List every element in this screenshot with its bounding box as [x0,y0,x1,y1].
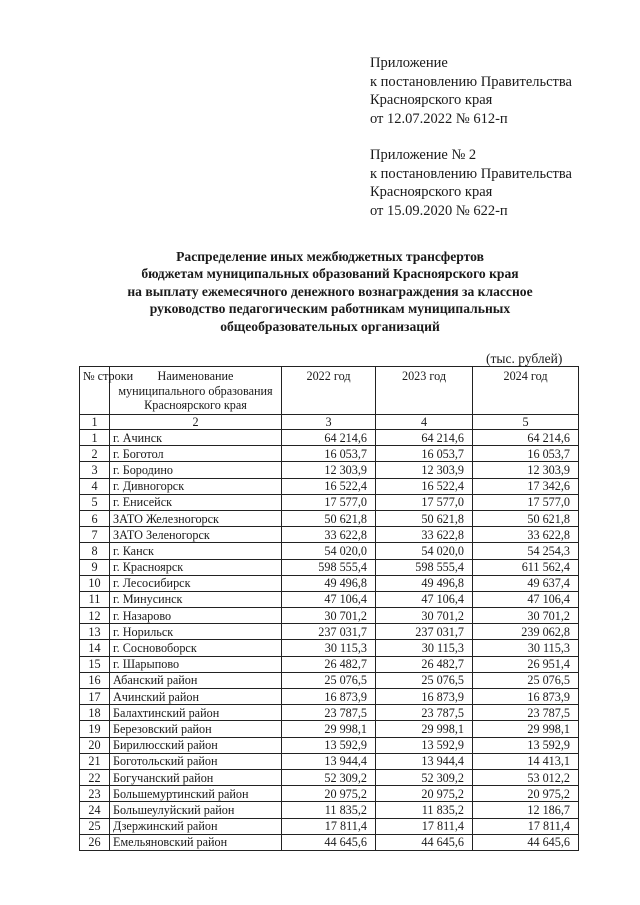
value-2022-cell: 16 522,4 [282,478,376,494]
value-2022-cell: 49 496,8 [282,575,376,591]
table-row [80,608,579,624]
value-2023-cell: 17 577,0 [376,494,473,510]
value-2023-cell: 16 522,4 [376,478,473,494]
value-2023-cell: 23 787,5 [376,705,473,721]
municipality-cell: Абанский район [110,672,282,688]
municipality-cell: г. Минусинск [110,591,282,607]
value-2023-cell: 30 115,3 [376,640,473,656]
table-row [80,802,579,818]
table-row [80,753,579,769]
header-2024: 2024 год [473,367,579,415]
value-2023-cell: 47 106,4 [376,591,473,607]
appendix-2-line: Приложение № 2 [370,147,477,163]
municipality-cell: г. Норильск [110,624,282,640]
municipality-cell: ЗАТО Зеленогорск [110,527,282,543]
value-2023-cell: 54 020,0 [376,543,473,559]
value-2023-cell: 30 701,2 [376,608,473,624]
title-line: Распределение иных межбюджетных трансфертов [176,249,484,264]
municipality-cell: ЗАТО Железногорск [110,510,282,526]
column-number: 3 [282,415,376,430]
value-2022-cell: 44 645,6 [282,834,376,850]
value-2022-cell: 64 214,6 [282,430,376,446]
appendix-2-line: к постановлению Правительства [370,165,572,182]
row-number-cell: 24 [80,802,110,818]
row-number-cell: 11 [80,591,110,607]
value-2024-cell: 44 645,6 [473,834,579,850]
value-2024-cell: 16 873,9 [473,689,579,705]
row-number-cell: 7 [80,527,110,543]
municipality-cell: г. Бородино [110,462,282,478]
municipality-cell: Дзержинский район [110,818,282,834]
row-number-cell: 25 [80,818,110,834]
table-row [80,672,579,688]
appendix-1-line: Приложение [370,55,448,71]
value-2024-cell: 17 577,0 [473,494,579,510]
appendix-1-line: Красноярского края [370,92,493,108]
row-number-cell: 5 [80,494,110,510]
value-2022-cell: 20 975,2 [282,786,376,802]
value-2024-cell: 20 975,2 [473,786,579,802]
table-row [80,478,579,494]
table-row [80,543,579,559]
row-number-cell: 1 [80,430,110,446]
value-2024-cell: 14 413,1 [473,753,579,769]
units-label: (тыс. рублей) [486,351,563,366]
municipality-cell: Бирилюсский район [110,737,282,753]
value-2022-cell: 47 106,4 [282,591,376,607]
value-2024-cell: 30 115,3 [473,640,579,656]
row-number-cell: 9 [80,559,110,575]
table-row [80,462,579,478]
value-2023-cell: 52 309,2 [376,769,473,785]
row-number-cell: 15 [80,656,110,672]
title-line: на выплату ежемесячного денежного вознаграждения за классное [127,283,533,299]
header-2022: 2022 год [282,367,376,415]
municipality-cell: г. Канск [110,543,282,559]
table-row [80,705,579,721]
value-2024-cell: 53 012,2 [473,769,579,785]
municipality-cell: г. Енисейск [110,494,282,510]
municipality-cell: г. Красноярск [110,559,282,575]
municipality-cell: г. Сосновоборск [110,640,282,656]
municipality-cell: г. Боготол [110,446,282,462]
value-2024-cell: 25 076,5 [473,672,579,688]
municipality-cell: Ачинский район [110,689,282,705]
table-row [80,737,579,753]
value-2023-cell: 17 811,4 [376,818,473,834]
value-2024-cell: 54 254,3 [473,543,579,559]
table-row [80,430,579,446]
table-row [80,689,579,705]
header-2023: 2023 год [376,367,473,415]
value-2022-cell: 29 998,1 [282,721,376,737]
value-2023-cell: 50 621,8 [376,510,473,526]
table-row [80,624,579,640]
appendix-1-block [370,54,620,128]
table-row [80,510,579,526]
value-2024-cell: 26 951,4 [473,656,579,672]
value-2023-cell: 12 303,9 [376,462,473,478]
value-2023-cell: 20 975,2 [376,786,473,802]
table-row [80,656,579,672]
value-2024-cell: 12 303,9 [473,462,579,478]
value-2022-cell: 12 303,9 [282,462,376,478]
value-2023-cell: 13 592,9 [376,737,473,753]
value-2024-cell: 23 787,5 [473,705,579,721]
table-row [80,721,579,737]
value-2024-cell: 30 701,2 [473,608,579,624]
appendix-2-block [370,146,620,220]
value-2024-cell: 47 106,4 [473,591,579,607]
value-2023-cell: 64 214,6 [376,430,473,446]
value-2022-cell: 33 622,8 [282,527,376,543]
municipality-cell: Большемуртинский район [110,786,282,802]
column-numbers-row [80,415,579,430]
row-number-cell: 6 [80,510,110,526]
row-number-cell: 10 [80,575,110,591]
value-2024-cell: 13 592,9 [473,737,579,753]
row-number-cell: 26 [80,834,110,850]
title-line: общеобразовательных организаций [220,318,440,334]
value-2022-cell: 598 555,4 [282,559,376,575]
column-number: 4 [376,415,473,430]
value-2022-cell: 30 701,2 [282,608,376,624]
column-number: 2 [110,415,282,430]
title-line: бюджетам муниципальных образований Красноярского края [141,266,519,282]
appendix-1-line: от 12.07.2022 № 612-п [370,110,508,127]
value-2022-cell: 237 031,7 [282,624,376,640]
municipality-cell: Большеулуйский район [110,802,282,818]
table-row [80,640,579,656]
table-row [80,834,579,850]
value-2023-cell: 13 944,4 [376,753,473,769]
distribution-table [79,366,579,851]
value-2023-cell: 33 622,8 [376,527,473,543]
value-2023-cell: 44 645,6 [376,834,473,850]
table-row [80,786,579,802]
value-2022-cell: 13 592,9 [282,737,376,753]
municipality-cell: Балахтинский район [110,705,282,721]
table-row [80,575,579,591]
value-2022-cell: 16 873,9 [282,689,376,705]
row-number-cell: 8 [80,543,110,559]
value-2023-cell: 16 873,9 [376,689,473,705]
municipality-cell: г. Назарово [110,608,282,624]
value-2023-cell: 49 496,8 [376,575,473,591]
row-number-cell: 21 [80,753,110,769]
title-line: руководство педагогическим работникам муниципальных [149,301,511,317]
column-number: 1 [80,415,110,430]
table-row [80,494,579,510]
document-title [70,248,590,335]
table-row [80,591,579,607]
value-2023-cell: 598 555,4 [376,559,473,575]
row-number-cell: 14 [80,640,110,656]
value-2022-cell: 16 053,7 [282,446,376,462]
appendix-2-line: от 15.09.2020 № 622-п [370,202,508,219]
value-2022-cell: 17 811,4 [282,818,376,834]
row-number-cell: 19 [80,721,110,737]
value-2024-cell: 33 622,8 [473,527,579,543]
table-row [80,818,579,834]
municipality-cell: г. Лесосибирск [110,575,282,591]
municipality-cell: г. Дивногорск [110,478,282,494]
municipality-cell: Емельяновский район [110,834,282,850]
appendix-1-line: к постановлению Правительства [370,73,572,90]
value-2023-cell: 26 482,7 [376,656,473,672]
row-number-cell: 18 [80,705,110,721]
table-header-row [80,367,579,415]
value-2024-cell: 29 998,1 [473,721,579,737]
value-2024-cell: 16 053,7 [473,446,579,462]
row-number-cell: 22 [80,769,110,785]
value-2022-cell: 11 835,2 [282,802,376,818]
value-2022-cell: 52 309,2 [282,769,376,785]
table-row [80,527,579,543]
value-2023-cell: 16 053,7 [376,446,473,462]
row-number-cell: 17 [80,689,110,705]
value-2022-cell: 54 020,0 [282,543,376,559]
appendix-2-line: Красноярского края [370,184,493,200]
table-row [80,446,579,462]
value-2024-cell: 49 637,4 [473,575,579,591]
value-2024-cell: 12 186,7 [473,802,579,818]
row-number-cell: 2 [80,446,110,462]
value-2023-cell: 25 076,5 [376,672,473,688]
header-row-number: № строки [80,367,110,415]
value-2024-cell: 17 342,6 [473,478,579,494]
value-2024-cell: 64 214,6 [473,430,579,446]
municipality-cell: г. Шарыпово [110,656,282,672]
column-number: 5 [473,415,579,430]
value-2022-cell: 23 787,5 [282,705,376,721]
value-2022-cell: 50 621,8 [282,510,376,526]
value-2023-cell: 29 998,1 [376,721,473,737]
value-2024-cell: 611 562,4 [473,559,579,575]
table-row [80,559,579,575]
row-number-cell: 23 [80,786,110,802]
table-row [80,769,579,785]
municipality-cell: г. Ачинск [110,430,282,446]
value-2022-cell: 25 076,5 [282,672,376,688]
row-number-cell: 3 [80,462,110,478]
municipality-cell: Богучанский район [110,769,282,785]
row-number-cell: 4 [80,478,110,494]
header-municipality: Наименование муниципального образования Красноярского края [110,367,282,415]
value-2022-cell: 13 944,4 [282,753,376,769]
municipality-cell: Березовский район [110,721,282,737]
value-2024-cell: 50 621,8 [473,510,579,526]
row-number-cell: 16 [80,672,110,688]
row-number-cell: 20 [80,737,110,753]
row-number-cell: 13 [80,624,110,640]
value-2022-cell: 30 115,3 [282,640,376,656]
value-2022-cell: 17 577,0 [282,494,376,510]
municipality-cell: Боготольский район [110,753,282,769]
value-2023-cell: 11 835,2 [376,802,473,818]
value-2024-cell: 239 062,8 [473,624,579,640]
value-2023-cell: 237 031,7 [376,624,473,640]
value-2024-cell: 17 811,4 [473,818,579,834]
value-2022-cell: 26 482,7 [282,656,376,672]
row-number-cell: 12 [80,608,110,624]
